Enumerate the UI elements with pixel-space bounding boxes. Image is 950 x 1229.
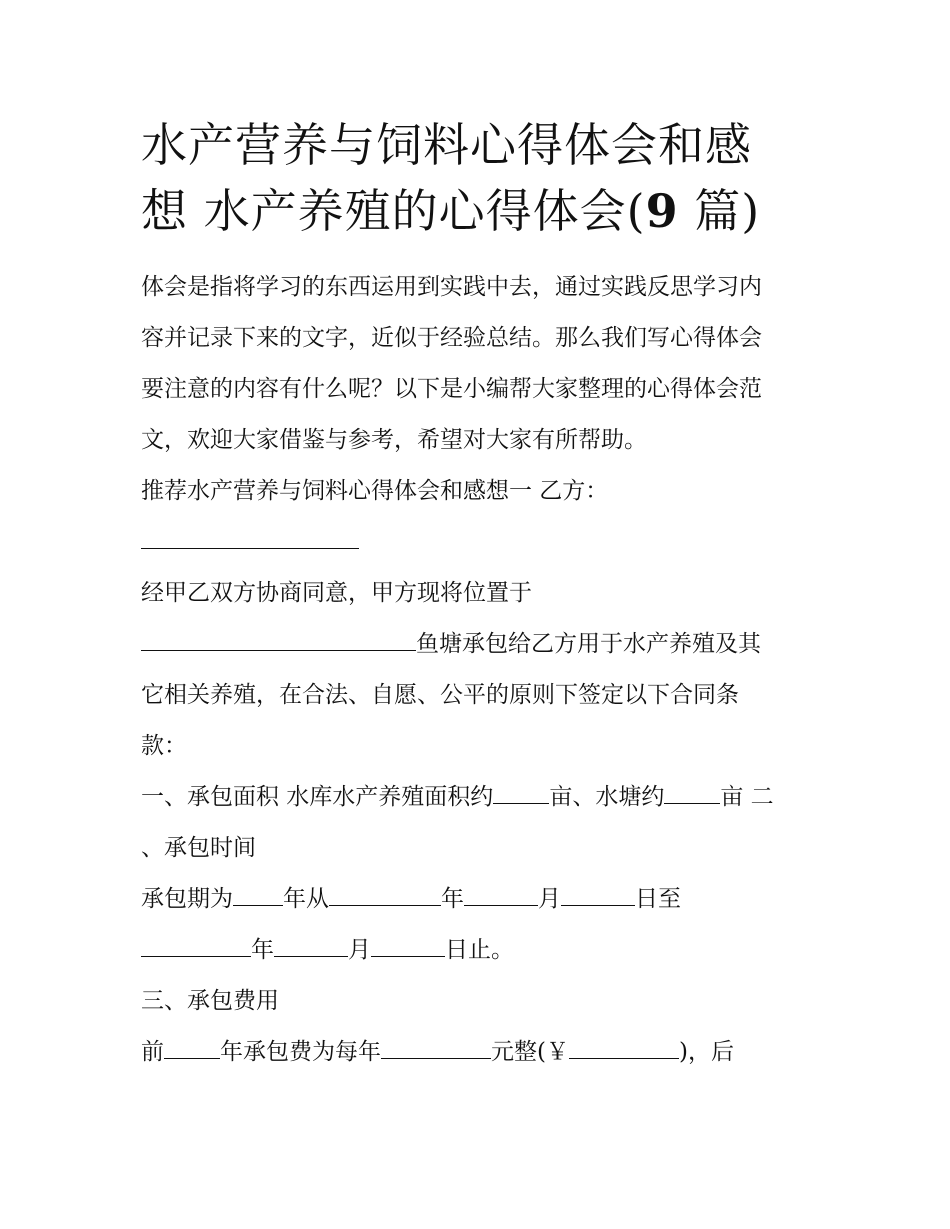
fee-amount-blank [381,1057,491,1059]
end-year-blank [141,955,251,957]
title-count: 9 [645,184,679,238]
start-year-blank [329,904,441,906]
fee-text-a: 前 [141,1039,164,1065]
document-page [141,112,841,1078]
fee-years-blank [164,1057,220,1059]
end-day-blank [371,955,445,957]
fee-line [141,1027,841,1078]
agree-line: 经甲乙双方协商同意，甲方现将位置于 [141,580,532,606]
period2-text-b: 月 [348,937,371,963]
pond-line [141,619,841,670]
area-text-c: 亩 二 [720,784,774,810]
title-line-1: 水产营养与饲料心得体会和感 [141,118,752,172]
start-day-blank [561,904,635,906]
area-text-a: 一、承包面积 水库水产养殖面积约 [141,784,494,810]
period-line [141,874,841,925]
end-month-blank [274,955,348,957]
pond-line-text: 鱼塘承包给乙方用于水产养殖及其 [416,631,761,657]
period-text-c: 年 [441,886,464,912]
period-text-a: 承包期为 [141,886,233,912]
fee-text-d: )，后 [678,1039,734,1065]
fee-text-c: 元整(￥ [491,1039,569,1065]
period2-text-a: 年 [251,937,274,963]
pond-area-blank [664,802,720,804]
period2-text-c: 日止。 [445,937,514,963]
area-line [141,772,841,823]
fee-text-b: 年承包费为每年 [220,1039,381,1065]
intro-line-4: 文，欢迎大家借鉴与参考，希望对大家有所帮助。 [141,427,647,453]
title-line-2b: 篇) [678,184,761,238]
start-month-blank [464,904,538,906]
recommend-line: 推荐水产营养与饲料心得体会和感想一 乙方： [141,478,609,504]
intro-line-2: 容并记录下来的文字，近似于经验总结。那么我们写心得体会 [141,325,762,351]
period-text-e: 日至 [635,886,681,912]
intro-line-1: 体会是指将学习的东西运用到实践中去，通过实践反思学习内 [141,274,762,300]
party-b-blank-line [141,517,841,568]
intro-line-3: 要注意的内容有什么呢？以下是小编帮大家整理的心得体会范 [141,376,762,402]
document-title [141,112,841,244]
fee-number-blank [569,1057,679,1059]
time-heading: 、承包时间 [141,835,256,861]
period-text-d: 月 [538,886,561,912]
location-blank [141,649,416,651]
reservoir-area-blank [493,802,549,804]
period-line-2 [141,925,841,976]
pond-line-2: 它相关养殖，在合法、自愿、公平的原则下签定以下合同条 [141,682,739,708]
party-b-blank [141,547,359,549]
period-text-b: 年从 [283,886,329,912]
area-text-b: 亩、水塘约 [549,784,665,810]
title-line-2a: 想 水产养殖的心得体会( [141,184,646,238]
pond-line-3: 款： [141,733,187,759]
fee-heading: 三、承包费用 [141,988,279,1014]
years-blank [233,904,283,906]
